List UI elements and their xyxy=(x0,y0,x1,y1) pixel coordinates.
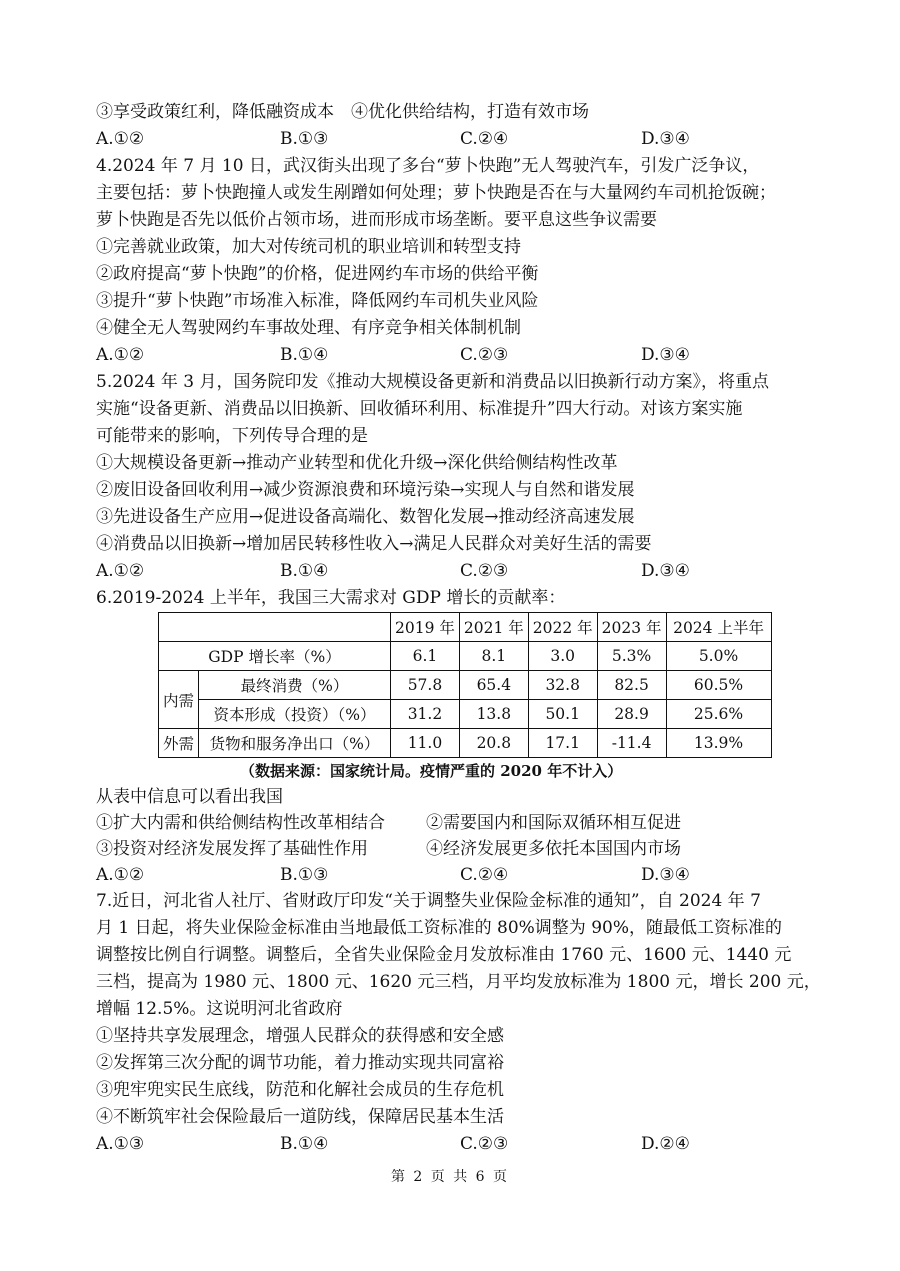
table-row-label: 货物和服务净出口（%） xyxy=(199,729,391,758)
table-cell: 20.8 xyxy=(459,729,528,758)
q5-stem-line-1: 5.2024 年 3 月，国务院印发《推动大规模设备更新和消费品以旧换新行动方案》，将重点 xyxy=(96,372,770,392)
q3-statement-3-4: ③享受政策红利，降低融资成本 ④优化供给结构，打造有效市场 xyxy=(96,102,589,122)
table-cell: 5.3% xyxy=(597,642,666,671)
q5-statement-3: ③先进设备生产应用→促进设备高端化、数智化发展→推动经济高速发展 xyxy=(96,507,635,527)
q5-statement-4: ④消费品以旧换新→增加居民转移性收入→满足人民群众对美好生活的需要 xyxy=(96,534,652,554)
table-row-label: 最终消费（%） xyxy=(199,671,391,700)
q5-option-b[interactable]: B.①④ xyxy=(280,561,329,581)
q6-option-c[interactable]: C.②④ xyxy=(460,865,509,885)
table-cell: 8.1 xyxy=(459,642,528,671)
q5-option-d[interactable]: D.③④ xyxy=(641,561,690,581)
table-cell: 5.0% xyxy=(666,642,771,671)
q6-option-d[interactable]: D.③④ xyxy=(641,865,690,885)
table-row-label: GDP 增长率（%） xyxy=(159,642,391,671)
q4-statement-2: ②政府提高“萝卜快跑”的价格，促进网约车市场的供给平衡 xyxy=(96,264,539,284)
q4-statement-4: ④健全无人驾驶网约车事故处理、有序竞争相关体制机制 xyxy=(96,318,521,338)
table-row-investment xyxy=(159,700,772,729)
table-header-year: 2019 年 xyxy=(391,613,460,642)
q5-statement-2: ②废旧设备回收利用→减少资源浪费和环境污染→实现人与自然和谐发展 xyxy=(96,480,635,500)
table-cell: -11.4 xyxy=(597,729,666,758)
table-cell: 60.5% xyxy=(666,671,771,700)
q7-option-a[interactable]: A.①③ xyxy=(96,1134,145,1154)
table-corner-cell xyxy=(159,613,391,642)
q3-options xyxy=(96,126,816,152)
table-row-net-exports xyxy=(159,729,772,758)
table-cell: 31.2 xyxy=(391,700,460,729)
q7-option-c[interactable]: C.②③ xyxy=(460,1134,509,1154)
q4-stem-line-1: 4.2024 年 7 月 10 日，武汉街头出现了多台“萝卜快跑”无人驾驶汽车，引发广泛争议， xyxy=(96,156,760,176)
table-row-consumption xyxy=(159,671,772,700)
q6-statement-3: ③投资对经济发展发挥了基础性作用 xyxy=(96,839,368,859)
q4-option-a[interactable]: A.①② xyxy=(96,345,145,365)
q7-statement-3: ③兜牢兜实民生底线，防范和化解社会成员的生存危机 xyxy=(96,1080,504,1100)
gdp-contribution-table xyxy=(158,612,772,758)
q6-statement-4: ④经济发展更多依托本国国内市场 xyxy=(426,839,681,859)
q7-option-b[interactable]: B.①④ xyxy=(280,1134,329,1154)
q4-option-d[interactable]: D.③④ xyxy=(641,345,690,365)
q6-option-b[interactable]: B.①③ xyxy=(280,865,329,885)
q4-options xyxy=(96,342,816,368)
table-header-year: 2021 年 xyxy=(459,613,528,642)
q5-stem-line-3: 可能带来的影响，下列传导合理的是 xyxy=(96,426,368,446)
table-group-label-external: 外需 xyxy=(159,729,199,758)
q4-option-b[interactable]: B.①④ xyxy=(280,345,329,365)
table-source-note: （数据来源：国家统计局。疫情严重的 2020 年不计入） xyxy=(240,762,623,780)
q7-stem-line-2: 月 1 日起，将失业保险金标准由当地最低工资标准的 80%调整为 90%，随最低工资标准的 xyxy=(96,918,782,938)
table-header-row xyxy=(159,613,772,642)
q7-statement-2: ②发挥第三次分配的调节功能，着力推动实现共同富裕 xyxy=(96,1053,504,1073)
q7-statement-4: ④不断筑牢社会保险最后一道防线，保障居民基本生活 xyxy=(96,1107,504,1127)
table-cell: 3.0 xyxy=(528,642,597,671)
table-cell: 65.4 xyxy=(459,671,528,700)
table-cell: 13.9% xyxy=(666,729,771,758)
q4-stem-line-3: 萝卜快跑是否先以低价占领市场，进而形成市场垄断。要平息这些争议需要 xyxy=(96,210,657,230)
table-cell: 13.8 xyxy=(459,700,528,729)
table-header-year: 2022 年 xyxy=(528,613,597,642)
q7-option-d[interactable]: D.②④ xyxy=(641,1134,690,1154)
table-group-label-domestic: 内需 xyxy=(159,671,199,729)
page-number-footer: 第 2 页 共 6 页 xyxy=(390,1169,510,1185)
q6-statements-row-2 xyxy=(96,836,816,862)
q6-option-a[interactable]: A.①② xyxy=(96,865,145,885)
q7-stem-line-4: 三档，提高为 1980 元、1800 元、1620 元三档，月平均发放标准为 1800 元，增长 200 元， xyxy=(96,972,821,992)
q4-stem-line-2: 主要包括：萝卜快跑撞人或发生剐蹭如何处理；萝卜快跑是否在与大量网约车司机抢饭碗； xyxy=(96,183,776,203)
table-cell: 57.8 xyxy=(391,671,460,700)
q7-options xyxy=(96,1131,816,1157)
q4-statement-1: ①完善就业政策，加大对传统司机的职业培训和转型支持 xyxy=(96,237,521,257)
table-cell: 32.8 xyxy=(528,671,597,700)
table-cell: 50.1 xyxy=(528,700,597,729)
q6-options xyxy=(96,862,816,888)
q3-option-b[interactable]: B.①③ xyxy=(280,129,329,149)
table-row-label: 资本形成（投资）（%） xyxy=(199,700,391,729)
table-cell: 17.1 xyxy=(528,729,597,758)
table-cell: 82.5 xyxy=(597,671,666,700)
q3-option-c[interactable]: C.②④ xyxy=(460,129,509,149)
table-header-year: 2024 上半年 xyxy=(666,613,771,642)
q5-option-c[interactable]: C.②③ xyxy=(460,561,509,581)
q4-statement-3: ③提升“萝卜快跑”市场准入标准，降低网约车司机失业风险 xyxy=(96,291,539,311)
q5-stem-line-2: 实施“设备更新、消费品以旧换新、回收循环利用、标准提升”四大行动。对该方案实施 xyxy=(96,399,743,419)
q3-option-a[interactable]: A.①② xyxy=(96,129,145,149)
table-header-year: 2023 年 xyxy=(597,613,666,642)
table-row-gdp xyxy=(159,642,772,671)
q6-statement-2: ②需要国内和国际双循环相互促进 xyxy=(426,813,681,833)
table-cell: 11.0 xyxy=(391,729,460,758)
q6-statements-row-1 xyxy=(96,810,816,836)
table-cell: 28.9 xyxy=(597,700,666,729)
table-cell: 25.6% xyxy=(666,700,771,729)
q5-statement-1: ①大规模设备更新→推动产业转型和优化升级→深化供给侧结构性改革 xyxy=(96,453,618,473)
table-cell: 6.1 xyxy=(391,642,460,671)
q7-statement-1: ①坚持共享发展理念，增强人民群众的获得感和安全感 xyxy=(96,1026,504,1046)
q7-stem-line-1: 7.近日，河北省人社厅、省财政厅印发“关于调整失业保险金标准的通知”，自 2024 年 7 xyxy=(96,891,761,911)
q4-option-c[interactable]: C.②③ xyxy=(460,345,509,365)
q7-stem-line-5: 增幅 12.5%。这说明河北省政府 xyxy=(96,999,343,1019)
q6-intro: 6.2019-2024 上半年，我国三大需求对 GDP 增长的贡献率： xyxy=(96,588,566,608)
q7-stem-line-3: 调整按比例自行调整。调整后，全省失业保险金月发放标准由 1760 元、1600 元、1440 元 xyxy=(96,945,792,965)
q5-options xyxy=(96,558,816,584)
q3-option-d[interactable]: D.③④ xyxy=(641,129,690,149)
q6-statement-1: ①扩大内需和供给侧结构性改革相结合 xyxy=(96,813,385,833)
q6-lead: 从表中信息可以看出我国 xyxy=(96,787,283,807)
q5-option-a[interactable]: A.①② xyxy=(96,561,145,581)
